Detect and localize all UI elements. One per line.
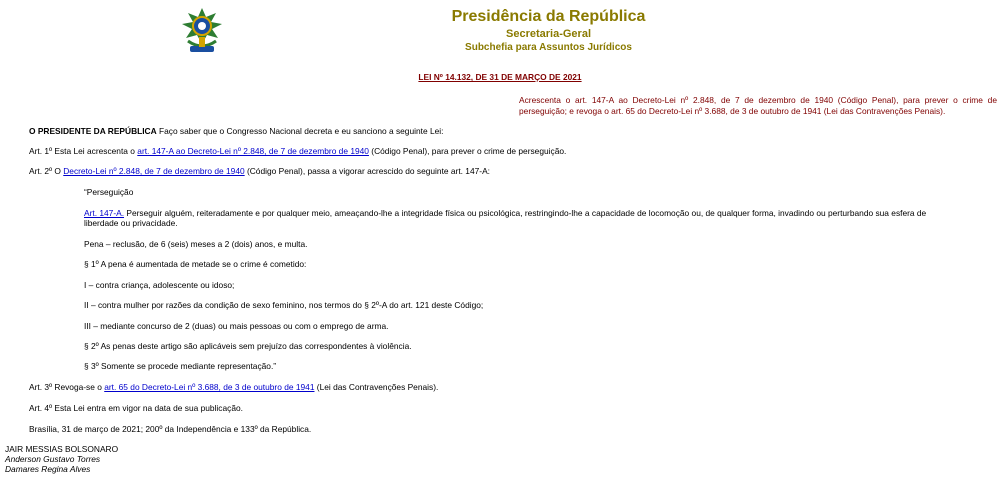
law-title[interactable]: LEI Nº 14.132, DE 31 DE MARÇO DE 2021 <box>418 72 582 82</box>
date-line: Brasília, 31 de março de 2021; 200º da Independência e 133º da República. <box>29 424 312 434</box>
quote-heading: “Perseguição <box>84 187 134 197</box>
article-147a-text: Perseguir alguém, reiteradamente e por qualquer meio, ameaçando-lhe a integridade física ou psicológica, restringindo-lhe a capacidade de locomoção ou, de qualquer forma, invadindo ou perturbando sua esfera de liberdade ou privacidade. <box>84 208 927 228</box>
article-1-rest: (Código Penal), para prever o crime de perseguição. <box>368 146 567 156</box>
signature-president: JAIR MESSIAS BOLSONARO <box>5 444 119 454</box>
article-4: Art. 4º Esta Lei entra em vigor na data de sua publicação. <box>29 403 243 413</box>
article-2 <box>29 166 490 176</box>
article-3-text: Art. 3º Revoga-se o <box>29 382 105 392</box>
article-2-rest: (Código Penal), passa a vigorar acrescido do seguinte art. 147-A: <box>244 166 490 176</box>
item-2: II – contra mulher por razões da condição de sexo feminino, nos termos do § 2º-A do art. 121 deste Código; <box>84 300 484 310</box>
article-147a <box>84 208 959 228</box>
item-3: III – mediante concurso de 2 (duas) ou mais pessoas ou com o emprego de arma. <box>84 321 389 331</box>
paragraph-3: § 3º Somente se procede mediante representação.” <box>84 361 277 371</box>
article-2-link[interactable]: Decreto-Lei nº 2.848, de 7 de dezembro de 1940 <box>63 166 245 176</box>
article-1-text: Art. 1º Esta Lei acrescenta o <box>29 146 138 156</box>
article-1 <box>29 146 566 156</box>
article-3-link[interactable]: art. 65 do Decreto-Lei nº 3.688, de 3 de outubro de 1941 <box>104 382 315 392</box>
penalty: Pena – reclusão, de 6 (seis) meses a 2 (dois) anos, e multa. <box>84 239 308 249</box>
article-1-link[interactable]: art. 147-A ao Decreto-Lei nº 2.848, de 7 de dezembro de 1940 <box>137 146 369 156</box>
preamble-text: Faço saber que o Congresso Nacional decreta e eu sanciono a seguinte Lei: <box>156 126 444 136</box>
paragraph-1: § 1º A pena é aumentada de metade se o crime é cometido: <box>84 259 307 269</box>
law-summary: Acrescenta o art. 147-A ao Decreto-Lei nº 2.848, de 7 de dezembro de 1940 (Código Penal), para prever o crime de perseguição; e revoga o art. 65 do Decreto-Lei nº 3.688, de 3 de outubro de 1941 (Lei das Contravenções Penais). <box>519 95 997 116</box>
signature-minister-2: Damares Regina Alves <box>5 464 91 474</box>
paragraph-2: § 2º As penas deste artigo são aplicáveis sem prejuízo das correspondentes à violência. <box>84 341 412 351</box>
item-1: I – contra criança, adolescente ou idoso; <box>84 280 235 290</box>
preamble <box>29 126 443 136</box>
article-3 <box>29 382 438 392</box>
article-147a-link[interactable]: Art. 147-A. <box>84 208 125 218</box>
article-3-rest: (Lei das Contravenções Penais). <box>314 382 439 392</box>
preamble-bold: O PRESIDENTE DA REPÚBLICA <box>29 126 157 136</box>
signature-minister-1: Anderson Gustavo Torres <box>5 454 101 464</box>
page-subtitle: Secretaria-Geral <box>506 28 591 40</box>
page-title: Presidência da República <box>451 8 646 25</box>
page-subheading: Subchefia para Assuntos Jurídicos <box>465 42 632 53</box>
article-2-text: Art. 2º O <box>29 166 64 176</box>
